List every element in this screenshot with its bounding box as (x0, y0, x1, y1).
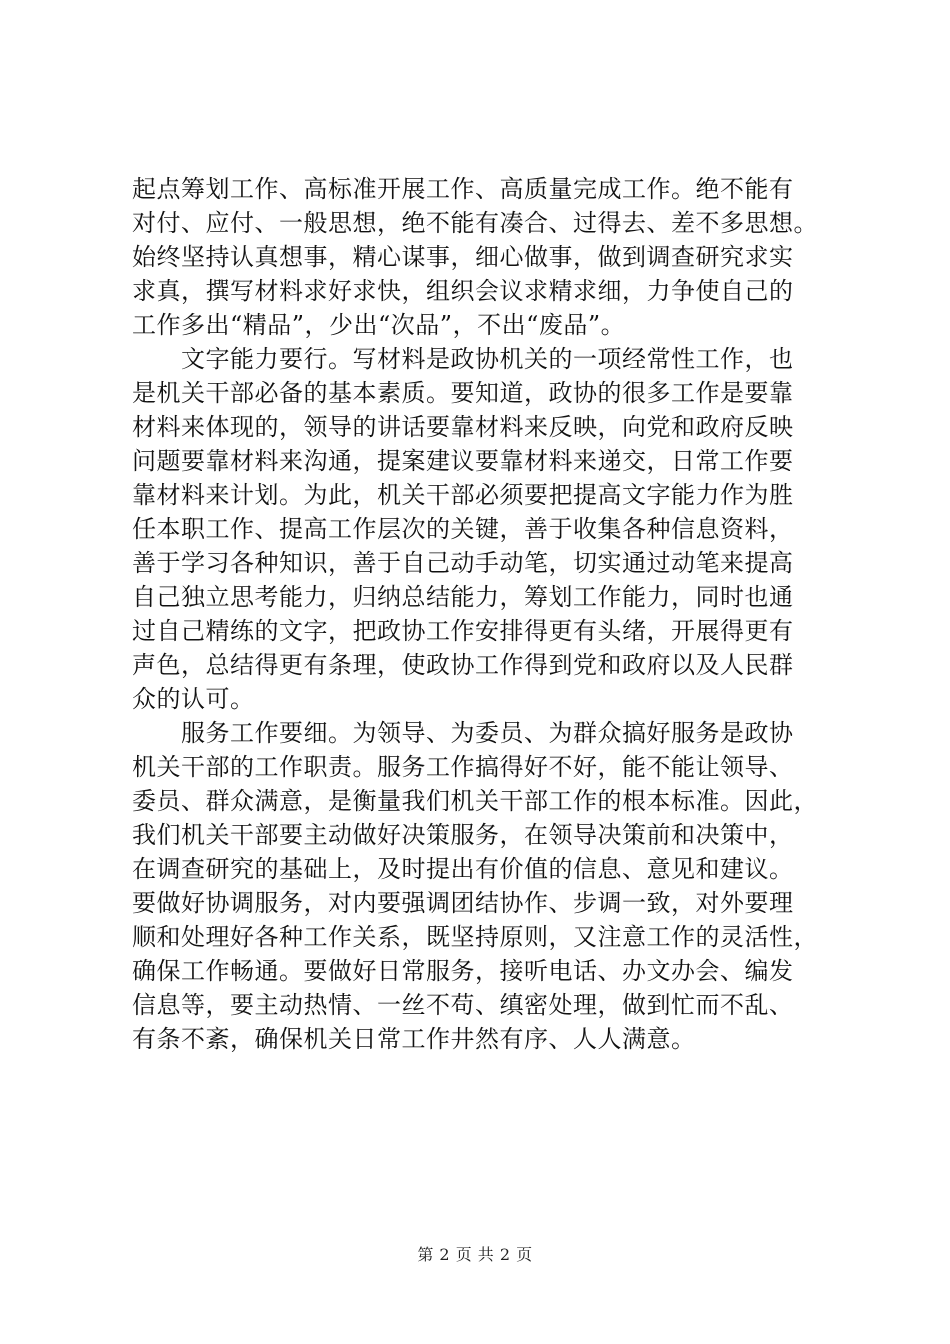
page-footer (0, 1244, 950, 1266)
text-line: 是机关干部必备的基本素质。要知道，政协的很多工作是要靠 (132, 379, 794, 407)
text-line: 服务工作要细。为领导、为委员、为群众搞好服务是政协 (132, 719, 794, 747)
text-line: 任本职工作、提高工作层次的关键，善于收集各种信息资料， (132, 515, 794, 543)
text-line: 众的认可。 (132, 685, 255, 713)
body-text (132, 172, 832, 1056)
text-line: 我们机关干部要主动做好决策服务，在领导决策前和决策中， (132, 821, 794, 849)
text-line: 过自己精练的文字，把政协工作安排得更有头绪，开展得更有 (132, 617, 794, 645)
text-line: 确保工作畅通。要做好日常服务，接听电话、办文办会、编发 (132, 957, 794, 985)
text-line: 材料来体现的，领导的讲话要靠材料来反映，向党和政府反映 (132, 413, 794, 441)
text-line: 顺和处理好各种工作关系，既坚持原则，又注意工作的灵活性， (132, 923, 818, 951)
text-line: 委员、群众满意，是衡量我们机关干部工作的根本标准。因此， (132, 787, 818, 815)
text-line: 机关干部的工作职责。服务工作搞得好不好，能不能让领导、 (132, 753, 794, 781)
text-line: 信息等，要主动热情、一丝不苟、缜密处理，做到忙而不乱、 (132, 991, 794, 1019)
text-line: 求真，撰写材料求好求快，组织会议求精求细，力争使自己的 (132, 277, 794, 305)
text-line: 文字能力要行。写材料是政协机关的一项经常性工作，也 (132, 345, 794, 373)
text-line: 始终坚持认真想事，精心谋事，细心做事，做到调查研究求实 (132, 243, 794, 271)
text-line: 工作多出“精品”，少出“次品”，不出“废品”。 (132, 311, 626, 339)
page-number-label: 第 2 页 共 2 页 (417, 1245, 533, 1264)
text-line: 有条不紊，确保机关日常工作井然有序、人人满意。 (132, 1025, 696, 1053)
text-line: 起点筹划工作、高标准开展工作、高质量完成工作。绝不能有 (132, 175, 794, 203)
text-line: 对付、应付、一般思想，绝不能有凑合、过得去、差不多思想。 (132, 209, 818, 237)
text-line: 声色，总结得更有条理，使政协工作得到党和政府以及人民群 (132, 651, 794, 679)
text-line: 问题要靠材料来沟通，提案建议要靠材料来递交，日常工作要 (132, 447, 794, 475)
text-line: 在调查研究的基础上，及时提出有价值的信息、意见和建议。 (132, 855, 794, 883)
text-line: 靠材料来计划。为此，机关干部必须要把提高文字能力作为胜 (132, 481, 794, 509)
text-line: 自己独立思考能力，归纳总结能力，筹划工作能力，同时也通 (132, 583, 794, 611)
text-line: 善于学习各种知识，善于自己动手动笔，切实通过动笔来提高 (132, 549, 794, 577)
text-line: 要做好协调服务，对内要强调团结协作、步调一致，对外要理 (132, 889, 794, 917)
